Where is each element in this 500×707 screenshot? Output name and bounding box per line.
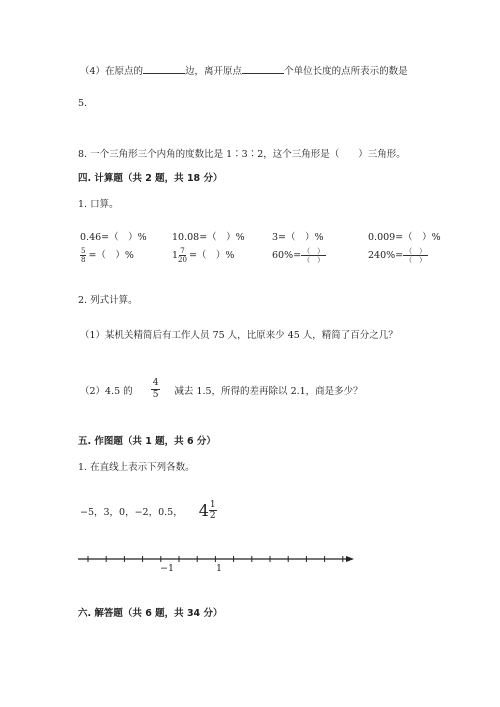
oral-item-1: 0.46=（ ）% <box>80 232 147 243</box>
oral-item-8: 240%= $\frac{( )}{( )}$ <box>368 247 427 264</box>
mixed-number: 4 $\frac{1}{2}$ <box>198 500 216 521</box>
oral-calc-title: 1. 口算。 <box>78 199 119 210</box>
oral-item-3: 3=（ ）% <box>272 232 324 243</box>
oral-item-4: 0.009=（ ）% <box>368 232 441 243</box>
oral-item-2: 10.08=（ ）% <box>172 232 245 243</box>
arrow-right-icon <box>346 556 354 562</box>
column-question-1: （1）某机关精简后有工作人员 75 人，比原来少 45 人，精简了百分之几？ <box>80 330 398 341</box>
question-5-label: 5. <box>78 98 88 109</box>
answer-blank-1[interactable] <box>143 64 185 74</box>
column-question-2: （2）4.5 的 4 5 减去 1.5，所得的差再除以 2.1，商是多少？ <box>80 378 363 400</box>
question-8: 8. 一个三角形三个内角的度数比是 1∶3∶2，这个三角形是（ ）三角形。 <box>78 149 406 160</box>
fraction: 4 5 <box>152 378 159 400</box>
drawing-title: 1. 在直线上表示下列各数。 <box>78 462 195 473</box>
numbers-to-plot: −5，3，0，−2，0.5， 4 $\frac{1}{2}$ <box>80 500 216 521</box>
fraction: $\frac{5}{8}$ <box>81 247 86 264</box>
fraction: $\frac{7}{20}$ <box>178 247 187 264</box>
section-5-title: 五. 作图题（共 1 题，共 6 分） <box>78 436 216 447</box>
tick-label-1: 1 <box>216 563 223 574</box>
oral-item-5: $\frac{5}{8}$ =（ ）% <box>81 247 134 264</box>
oral-item-7: 60%= $\frac{( )}{( )}$ <box>272 247 325 264</box>
question-4: （4）在原点的 边，离开原点 个单位长度的点所表示的数是 <box>80 66 408 77</box>
answer-blank-2[interactable] <box>242 64 284 74</box>
section-6-title: 六. 解答题（共 6 题，共 34 分） <box>78 608 223 619</box>
fraction: $\frac{( )}{( )}$ <box>303 247 325 264</box>
column-calc-title: 2. 列式计算。 <box>78 295 138 306</box>
fraction: $\frac{( )}{( )}$ <box>405 247 427 264</box>
oral-item-6: 1 $\frac{7}{20}$ =（ ）% <box>172 247 235 264</box>
section-4-title: 四. 计算题（共 2 题，共 18 分） <box>78 173 223 184</box>
tick-label-neg1: −1 <box>160 563 175 574</box>
